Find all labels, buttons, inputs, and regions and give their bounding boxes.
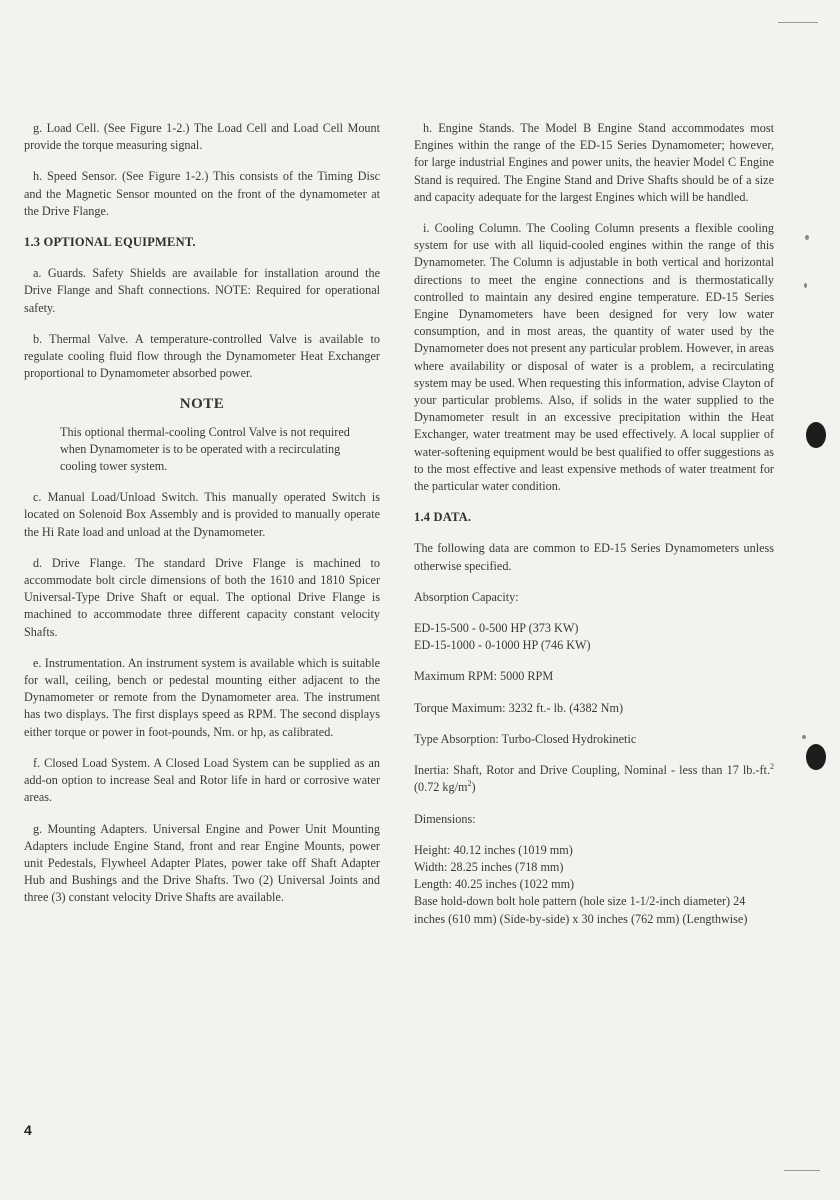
absorption-label: Absorption Capacity: bbox=[414, 589, 519, 604]
inertia-metric: (0.72 kg/m bbox=[414, 780, 468, 795]
edge-mark-top bbox=[778, 22, 818, 23]
note-title: NOTE bbox=[179, 396, 225, 413]
type-absorption: Type Absorption: Turbo-Closed Hydrokinetic bbox=[414, 731, 637, 746]
paragraph-load-cell: g. Load Cell. (See Figure 1-2.) The Load Cell and Load Cell Mount provide the torque measuring signal. bbox=[24, 121, 380, 153]
paragraph-speed-sensor: h. Speed Sensor. (See Figure 1-2.) This consists of the Timing Disc and the Magnetic Sensor mounted on the front of the dynamometer at the Drive Flange. bbox=[24, 169, 380, 218]
paragraph-data-intro: The following data are common to ED-15 Series Dynamometers unless otherwise specified. bbox=[414, 541, 774, 573]
edge-mark-bottom bbox=[784, 1170, 820, 1171]
binder-hole-top bbox=[806, 422, 826, 448]
absorption-500: ED-15-500 - 0-500 HP (373 KW) bbox=[414, 621, 579, 636]
inertia-superscript-1: 2 bbox=[770, 762, 774, 772]
absorption-1000: ED-15-1000 - 0-1000 HP (746 KW) bbox=[414, 638, 591, 653]
right-column bbox=[414, 120, 774, 942]
note-body: This optional thermal-cooling Control Valve is not required when Dynamometer is to be operated with a recirculating cooling tower system. bbox=[60, 424, 350, 474]
paragraph-thermal-valve: b. Thermal Valve. A temperature-controlled Valve is available to regulate cooling fluid flow through the Dynamometer Heat Exchanger proportional to Dynamometer absorbed power. bbox=[24, 331, 380, 381]
dimension-length: Length: 40.25 inches (1022 mm) bbox=[414, 877, 575, 892]
paragraph-instrumentation: e. Instrumentation. An instrument system is available which is suitable for wall, ceiling, bench or pedestal mounting either adjacent to the Dynamometer or remote from the Dynamometer area. The instrument has two displays. The first displays speed as RPM. The second displays either torque or power in foot-pounds, Nm. or hp, as calibrated. bbox=[24, 655, 380, 739]
heading-data: 1.4 DATA. bbox=[414, 510, 472, 525]
paragraph-manual-switch: c. Manual Load/Unload Switch. This manually operated Switch is located on Solenoid Box Assembly and is provided to manually operate the Hi Rate load and unload at the Dynamometer. bbox=[24, 490, 380, 539]
torque-max: Torque Maximum: 3232 ft.- lb. (4382 Nm) bbox=[414, 700, 624, 715]
inertia bbox=[414, 762, 774, 796]
speck-mark bbox=[805, 235, 809, 240]
speck-mark bbox=[802, 735, 806, 739]
inertia-text: Inertia: Shaft, Rotor and Drive Coupling, Nominal - less than 17 lb.-ft. bbox=[414, 763, 770, 778]
max-rpm: Maximum RPM: 5000 RPM bbox=[414, 669, 554, 684]
paragraph-engine-stands: h. Engine Stands. The Model B Engine Stand accommodates most Engines within the range of the ED-15 Series Dynamometer; however, for large industrial Engines and power units, the heavier Model C Engine Stand is required. The Engine Stand and Drive Shafts should be of a size and capacity adequate for the largest Engines which will be handled. bbox=[414, 121, 774, 204]
inertia-close: ) bbox=[471, 780, 476, 795]
dimensions-label: Dimensions: bbox=[414, 811, 476, 826]
paragraph-mounting-adapters: g. Mounting Adapters. Universal Engine and Power Unit Mounting Adapters include Engine Stand, front and rear Engine Mounts, power unit Pedestals, Flywheel Adapter Plates, power take off Shaft Adapter Hub and Bushings and the Drive Shafts. Two (2) Universal Joints and three (3) constant velocity Drive Shafts are available. bbox=[24, 821, 380, 905]
dimension-width: Width: 28.25 inches (718 mm) bbox=[414, 859, 564, 874]
paragraph-guards: a. Guards. Safety Shields are available for installation around the Drive Flange and Shaft connections. NOTE: Required for operational safety. bbox=[24, 266, 380, 315]
page-number: 4 bbox=[24, 1122, 32, 1138]
heading-optional-equipment: 1.3 OPTIONAL EQUIPMENT. bbox=[24, 235, 196, 250]
paragraph-closed-load: f. Closed Load System. A Closed Load System can be supplied as an add-on option to increase Seal and Rotor life in hard or corrosive water areas. bbox=[24, 755, 380, 805]
base-bolt-pattern: Base hold-down bolt hole pattern (hole size 1-1/2-inch diameter) 24 inches (610 mm) (Side-by-side) x 30 inches (762 mm) (Lengthwise) bbox=[414, 894, 748, 926]
speck-mark bbox=[804, 283, 807, 288]
inertia-superscript-2: 2 bbox=[467, 779, 472, 789]
paragraph-cooling-column: i. Cooling Column. The Cooling Column presents a flexible cooling system for use with all liquid-cooled engines within the range of this Dynamometer. The Column is adjustable in both vertical and horizontal directions to meet the engine connections and is thermostatically controlled to maintain any desired engine temperature. ED-15 Series Engine Dynamometers have been designed for very low water consumption, and in most areas, the quantity of water used by the Dynamometer does not present any particular problem. However, in areas where availability or disposal of water is a problem, a recirculating system may be used. When requesting this information, advise Clayton of your particular problems. Also, if solids in the water supplied to the Dynamometer result in an excessive precipitation within the Heat Exchanger, water treatment may be used effectively. A local supplier of water-softening equipment would be best qualified to offer suggestions as to the most effective and least expensive methods of water treatment for the particular water condition. bbox=[414, 221, 774, 494]
paragraph-drive-flange: d. Drive Flange. The standard Drive Flange is machined to accommodate bolt circle dimensions of both the 1610 and 1810 Spicer Universal-Type Drive Shaft or equal. The optional Drive Flange is machined to accommodate three different capacity constant velocity Shafts. bbox=[24, 555, 380, 639]
left-column bbox=[24, 120, 380, 921]
dimension-height: Height: 40.12 inches (1019 mm) bbox=[414, 842, 573, 857]
binder-hole-bottom bbox=[806, 744, 826, 770]
